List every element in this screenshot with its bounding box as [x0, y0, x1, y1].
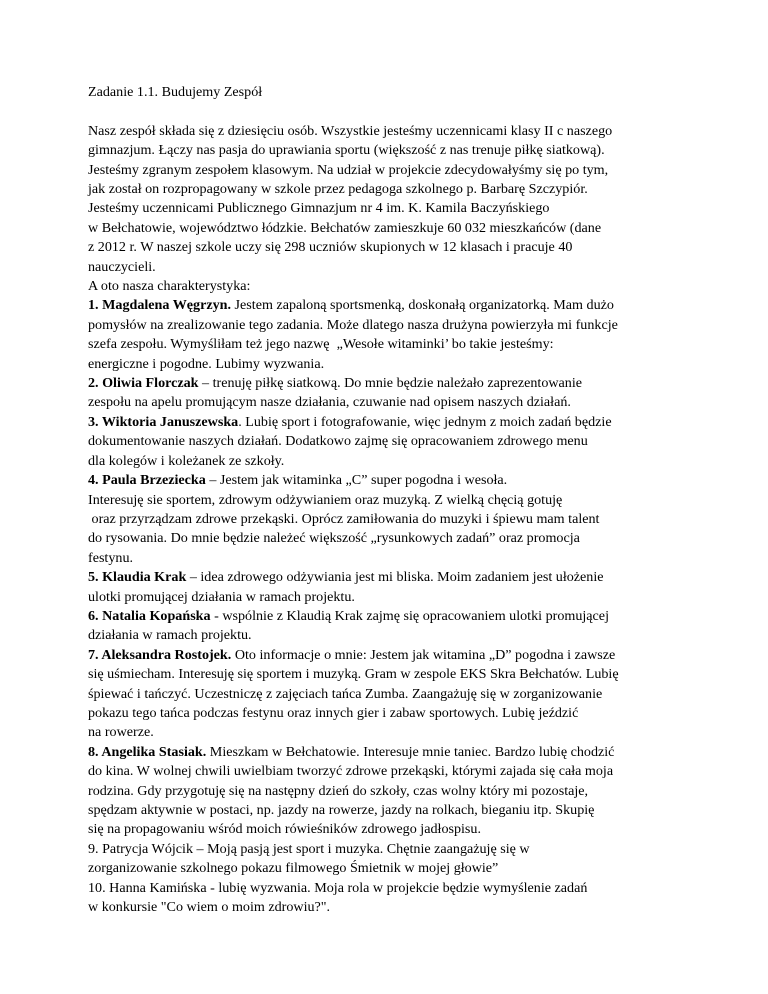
text-line	[88, 782, 688, 801]
text-run: Jestem zapaloną sportsmenką, doskonałą organizatorką. Mam dużo	[231, 297, 614, 314]
text-line	[88, 840, 688, 859]
text-line	[88, 122, 688, 141]
text-line	[88, 665, 688, 684]
text-line	[88, 704, 688, 723]
document-body	[88, 122, 688, 918]
text-run: rodzina. Gdy przygotuję się na następny dzień do szkoły, czas wolny który mi pozostaje,	[88, 782, 589, 799]
text-line	[88, 219, 688, 238]
text-line	[88, 277, 688, 296]
text-run: - wspólnie z Klaudią Krak zajmę się opracowaniem ulotki promującej	[210, 607, 609, 624]
text-line	[88, 258, 688, 277]
member-name: 7. Aleksandra Rostojek.	[88, 646, 232, 663]
text-run: w Bełchatowie, województwo łódzkie. Bełchatów zamieszkuje 60 032 mieszkańców (dane	[88, 219, 602, 236]
text-line	[88, 374, 688, 393]
text-run: z 2012 r. W naszej szkole uczy się 298 uczniów skupionych w 12 klasach i pracuje 40	[88, 239, 573, 256]
text-line	[88, 626, 688, 645]
member-name: 6. Natalia Kopańska	[88, 607, 211, 624]
member-name: 8. Angelika Stasiak.	[88, 743, 207, 760]
text-run: do rysowania. Do mnie będzie należeć większość „rysunkowych zadań” oraz promocja	[88, 530, 580, 547]
text-run: się na propagowaniu wśród moich rówieśników zdrowego jadłospisu.	[88, 821, 481, 838]
text-run: jak został on rozpropagowany w szkole przez pedagoga szkolnego p. Barbarę Szczypiór.	[88, 181, 588, 198]
text-run: pokazu tego tańca podczas festynu oraz innych gier i zabaw sportowych. Lubię jeździć	[88, 704, 579, 721]
text-run: Jesteśmy uczennicami Publicznego Gimnazjum nr 4 im. K. Kamila Baczyńskiego	[88, 200, 550, 217]
document-title: Zadanie 1.1. Budujemy Zespół	[88, 84, 263, 100]
text-run: Mieszkam w Bełchatowie. Interesuje mnie taniec. Bardzo lubię chodzić	[206, 743, 615, 760]
text-run: zespołu na apelu promującym nasze działania, czuwanie nad opisem naszych działań.	[88, 394, 571, 411]
member-name: 2. Oliwia Florczak	[88, 375, 199, 392]
text-run: 9. Patrycja Wójcik – Moją pasją jest sport i muzyka. Chętnie zaangażuję się w	[88, 840, 530, 857]
text-line	[88, 471, 688, 490]
member-name: 3. Wiktoria Januszewska	[88, 413, 239, 430]
text-run: . Lubię sport i fotografowanie, więc jednym z moich zadań będzie	[238, 413, 612, 430]
text-line	[88, 413, 688, 432]
text-line	[88, 355, 688, 374]
text-run: nauczycieli.	[88, 258, 156, 275]
text-line	[88, 161, 688, 180]
member-name: 5. Klaudia Krak	[88, 569, 187, 586]
text-run: – trenuję piłkę siatkową. Do mnie będzie należało zaprezentowanie	[198, 375, 583, 392]
text-run: dokumentowanie naszych działań. Dodatkowo zajmę się opracowaniem zdrowego menu	[88, 433, 588, 450]
text-run: się uśmiecham. Interesuję się sportem i muzyką. Gram w zespole EKS Skra Bełchatów. Lubię	[88, 666, 619, 683]
text-line	[88, 393, 688, 412]
text-line	[88, 432, 688, 451]
text-line	[88, 491, 688, 510]
text-run: zorganizowanie szkolnego pokazu filmowego Śmietnik w mojej głowie”	[88, 860, 499, 877]
member-name: 1. Magdalena Węgrzyn.	[88, 297, 232, 314]
text-run: w konkursie "Co wiem o moim zdrowiu?".	[88, 899, 331, 916]
text-line	[88, 141, 688, 160]
text-line	[88, 549, 688, 568]
text-run: gimnazjum. Łączy nas pasja do uprawiania sportu (większość z nas trenuje piłkę siatkową).	[88, 142, 605, 159]
text-run: Interesuję sie sportem, zdrowym odżywianiem oraz muzyką. Z wielką chęcią gotuję	[88, 491, 563, 508]
text-run: Oto informacje o mnie: Jestem jak witamina „D” pogodna i zawsze	[231, 646, 616, 663]
text-run: Jesteśmy zgranym zespołem klasowym. Na udział w projekcie zdecydowałyśmy się po tym,	[88, 161, 609, 178]
text-line	[88, 820, 688, 839]
text-run: energiczne i pogodne. Lubimy wyzwania.	[88, 355, 325, 372]
text-line	[88, 762, 688, 781]
text-line	[88, 588, 688, 607]
text-line	[88, 607, 688, 626]
text-run: działania w ramach projektu.	[88, 627, 252, 644]
text-line	[88, 568, 688, 587]
text-run: 10. Hanna Kamińska - lubię wyzwania. Moja rola w projekcie będzie wymyślenie zadań	[88, 879, 588, 896]
text-line	[88, 743, 688, 762]
text-run: A oto nasza charakterystyka:	[88, 278, 251, 295]
text-line	[88, 898, 688, 917]
text-run: festynu.	[88, 549, 134, 566]
text-line	[88, 180, 688, 199]
text-run: ulotki promującej działania w ramach projektu.	[88, 588, 355, 605]
paragraph-gap	[88, 102, 688, 121]
text-line	[88, 685, 688, 704]
text-line	[88, 316, 688, 335]
text-run: – idea zdrowego odżywiania jest mi bliska. Moim zadaniem jest ułożenie	[186, 569, 604, 586]
text-run: śpiewać i tańczyć. Uczestniczę z zajęciach tańca Zumba. Zaangażuję się w zorganizowanie	[88, 685, 603, 702]
text-run: dla kolegów i koleżanek ze szkoły.	[88, 452, 285, 469]
text-line	[88, 510, 688, 529]
document-page	[88, 83, 688, 917]
text-line	[88, 199, 688, 218]
text-line	[88, 646, 688, 665]
text-line	[88, 238, 688, 257]
text-line	[88, 529, 688, 548]
text-line	[88, 335, 688, 354]
text-line	[88, 859, 688, 878]
text-line	[88, 296, 688, 315]
text-line	[88, 801, 688, 820]
text-run: szefa zespołu. Wymyśliłam też jego nazwę „Wesołe witaminki’ bo takie jesteśmy:	[88, 336, 554, 353]
text-run: pomysłów na zrealizowanie tego zadania. Może dlatego nasza drużyna powierzyła mi funkcje	[88, 316, 618, 333]
text-run: do kina. W wolnej chwili uwielbiam tworzyć zdrowe przekąski, którymi zajada się cała moja	[88, 763, 614, 780]
text-run: spędzam aktywnie w postaci, np. jazdy na rowerze, jazdy na rolkach, bieganiu itp. Skupię	[88, 802, 595, 819]
text-run: na rowerze.	[88, 724, 154, 741]
text-line	[88, 452, 688, 471]
text-line	[88, 723, 688, 742]
text-run: oraz przyrządzam zdrowe przekąski. Oprócz zamiłowania do muzyki i śpiewu mam talent	[88, 510, 600, 527]
text-run: Nasz zespół składa się z dziesięciu osób. Wszystkie jesteśmy uczennicami klasy II c naszego	[88, 122, 613, 139]
text-line	[88, 879, 688, 898]
text-run: – Jestem jak witaminka „C” super pogodna i wesoła.	[205, 472, 508, 489]
member-name: 4. Paula Brzeziecka	[88, 472, 206, 489]
